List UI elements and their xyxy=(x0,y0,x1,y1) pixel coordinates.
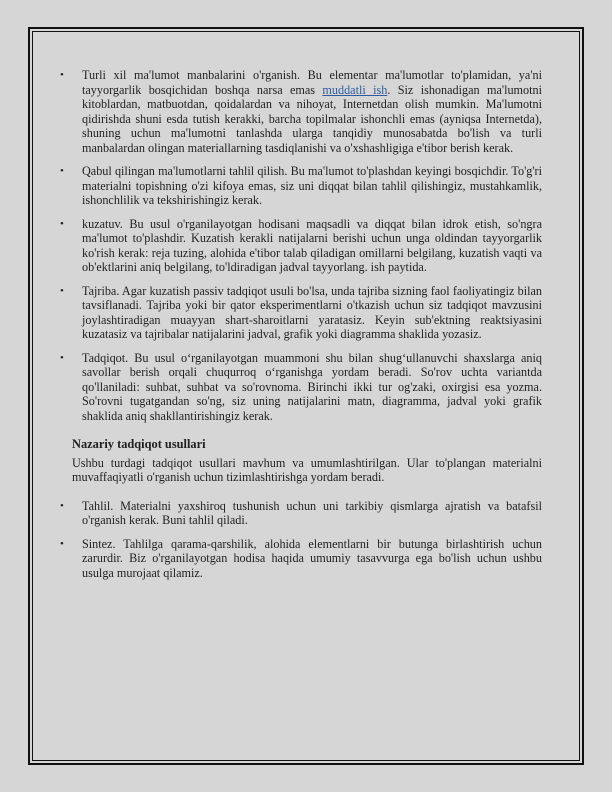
list-item-text: Tajriba. Agar kuzatish passiv tadqiqot usuli bo'lsa, unda tajriba sizning faol faoliyatingiz bilan tavsiflanadi. Tajriba yoki bir qator eksperimentlarni o'tkazish uchun siz tadqiqot mavzusini joylashtiradigan muayyan shart-sharoitlarni yaratasiz. Keyin sub'ektning reaktsiyasini kuzatasiz va tajribalar natijalarini jadval, grafik yoki diagramma shaklida yozasiz. xyxy=(82,283,542,341)
list-item xyxy=(60,68,542,155)
bullet-icon: • xyxy=(60,537,64,550)
method-list-bottom xyxy=(60,499,542,581)
bullet-icon: • xyxy=(60,284,64,297)
list-item xyxy=(60,351,542,424)
list-item xyxy=(60,284,542,342)
section-paragraph: Ushbu turdagi tadqiqot usullari mavhum va umumlashtirilgan. Ular to'plangan materialni muvaffaqiyatli o'rganish uchun tizimlashtirishga yordam beradi. xyxy=(72,455,542,484)
list-item xyxy=(60,499,542,528)
list-item-text: Tahlil. Materialni yaxshiroq tushunish uchun uni tarkibiy qismlarga ajratish va batafsil o'rganish kerak. Buni tahlil qiladi. xyxy=(82,498,542,527)
bullet-icon: • xyxy=(60,69,64,81)
bullet-icon: • xyxy=(60,499,64,512)
list-item xyxy=(60,537,542,581)
method-list-top xyxy=(60,68,542,423)
muddatli-ish-link[interactable]: muddatli ish xyxy=(322,82,388,97)
list-item-text: Tadqiqot. Bu usul o‘rganilayotgan muammoni shu bilan shug‘ullanuvchi shaxslarga aniq savollar berish orqali chuqurroq o‘rganishga yordam beradi. So'rov uchta variantda qo'llaniladi: suhbat, suhbat va so'rovnoma. Birinchi ikki tur og'zaki, oxirgisi esa yozma. So'rovni tugatgandan so'ng, siz uning natijalarini matn, diagramma, jadval yoki grafik shaklida aniq shakllantirishingiz kerak. xyxy=(82,350,542,423)
bullet-icon: • xyxy=(60,165,64,177)
section-heading: Nazariy tadqiqot usullari xyxy=(72,437,206,451)
bullet-icon: • xyxy=(60,351,64,364)
list-item-text: Turli xil ma'lumot manbalarini o'rganish. Bu elementar ma'lumotlar to'plamidan, ya'ni tayyorgarlik bosqichidan boshqa narsa emas xyxy=(82,68,542,97)
document-body xyxy=(60,68,542,589)
list-item-text-cont: . Siz ishonadigan ma'lumotni kitoblardan, matbuotdan, qoidalardan va nihoyat, Internetdan olish mumkin. Ma'lumotni qidirishda shuni esda tutish kerakki, barcha topilmalar ishonchli emas (ayniqsa Internetda), shuning uchun ma'lumotni tanlashda ularga tanqidiy munosabatda bo'lish va turli manbalardan olingan materiallarning tasdiqlanishi va o'xshashligiga e'tibor berish kerak. xyxy=(82,82,542,155)
list-item-text: kuzatuv. Bu usul o'rganilayotgan hodisani maqsadli va diqqat bilan idrok etish, so'ngra ma'lumot to'plashdir. Kuzatish kerakli natijalarni berishi uchun unga oldindan tayyorgarlik ko'rish kerak: reja tuzing, alohida e'tibor talab qiladigan omillarni belgilang, kuzatish vaqti va ob'ektlarini aniq belgilang, to'ldiradigan jadval tayyorlang. ish paytida. xyxy=(82,216,542,274)
bullet-icon: • xyxy=(60,217,64,230)
list-item-text: Qabul qilingan ma'lumotlarni tahlil qilish. Bu ma'lumot to'plashdan keyingi bosqichdir. To'g'ri materialni topishning o'zi kifoya emas, siz uni diqqat bilan tahlil qilishingiz, mustahkamlik, ishonchlilik va tekshirishingiz kerak. xyxy=(82,164,542,207)
list-item-text: Sintez. Tahlilga qarama-qarshilik, alohida elementlarni bir butunga birlashtirish uchun zarurdir. Biz o'rganilayotgan hodisa haqida umumiy tasavvurga ega bo'lish uchun ushbu usulga murojaat qilamiz. xyxy=(82,536,542,580)
list-item xyxy=(60,217,542,275)
list-item xyxy=(60,164,542,208)
